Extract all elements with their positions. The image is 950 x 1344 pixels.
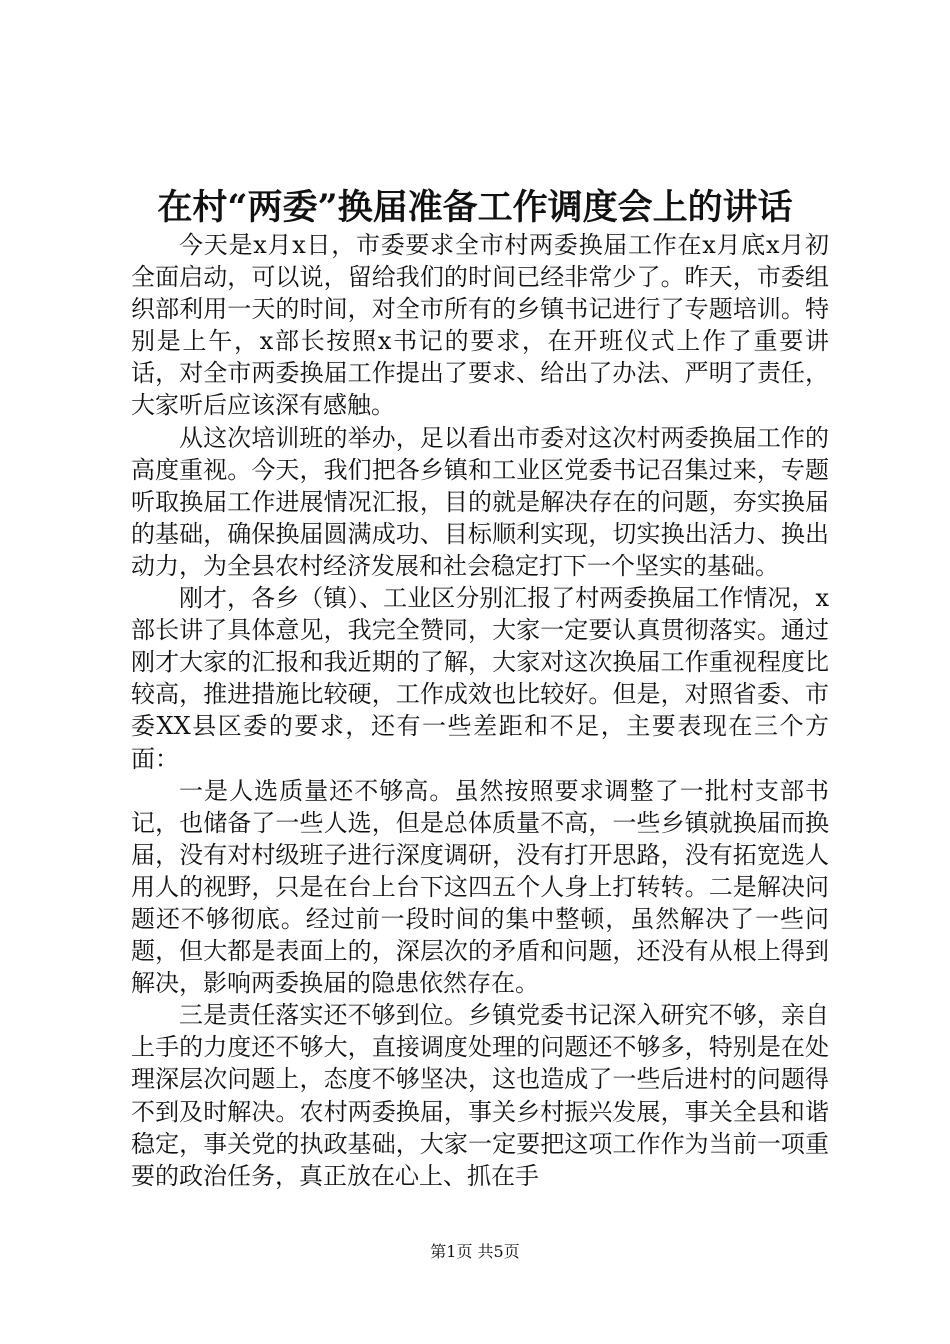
paragraph-3: 刚才，各乡（镇）、工业区分别汇报了村两委换届工作情况，x部长讲了具体意见，我完全赞同，大家一定要认真贯彻落实。通过刚才大家的汇报和我近期的了解，大家对这次换届工作重视程度比较高，推进措施比较硬，工作成效也比较好。但是，对照省委、市委XX县区委的要求，还有一些差距和不足，主要表现在三个方面： xyxy=(131,584,829,773)
paragraph-4: 一是人选质量还不够高。虽然按照要求调整了一批村支部书记，也储备了一些人选，但是总体质量不高，一些乡镇就换届而换届，没有对村级班子进行深度调研，没有打开思路，没有拓宽选人用人的视野，只是在台上台下这四五个人身上打转转。二是解决问题还不够彻底。经过前一段时间的集中整顿，虽然解决了一些问题，但大都是表面上的，深层次的矛盾和问题，还没有从根上得到解决，影响两委换届的隐患依然存在。 xyxy=(131,776,829,998)
paragraph-5: 三是责任落实还不够到位。乡镇党委书记深入研究不够，亲自上手的力度还不够大，直接调度处理的问题还不够多，特别是在处理深层次问题上，态度不够坚决，这也造成了一些后进村的问题得不到及时解决。农村两委换届，事关乡村振兴发展，事关全县和谐稳定，事关党的执政基础，大家一定要把这项工作作为当前一项重要的政治任务，真正放在心上、抓在手 xyxy=(131,1001,829,1190)
paragraph-2: 从这次培训班的举办，足以看出市委对这次村两委换届工作的高度重视。今天，我们把各乡镇和工业区党委书记召集过来，专题听取换届工作进展情况汇报，目的就是解决存在的问题，夯实换届的基础，确保换届圆满成功、目标顺利实现，切实换出活力、换出动力，为全县农村经济发展和社会稳定打下一个坚实的基础。 xyxy=(131,423,829,580)
document-body xyxy=(131,229,829,1192)
page-number-footer: 第1页 共5页 xyxy=(430,1242,520,1261)
document-title: 在村“两委”换届准备工作调度会上的讲话 xyxy=(157,187,793,228)
paragraph-1: 今天是x月x日，市委要求全市村两委换届工作在x月底x月初全面启动，可以说，留给我们的时间已经非常少了。昨天，市委组织部利用一天的时间，对全市所有的乡镇书记进行了专题培训。特别是上午，x部长按照x书记的要求，在开班仪式上作了重要讲话，对全市两委换届工作提出了要求、给出了办法、严明了责任，大家听后应该深有感触。 xyxy=(131,231,829,420)
